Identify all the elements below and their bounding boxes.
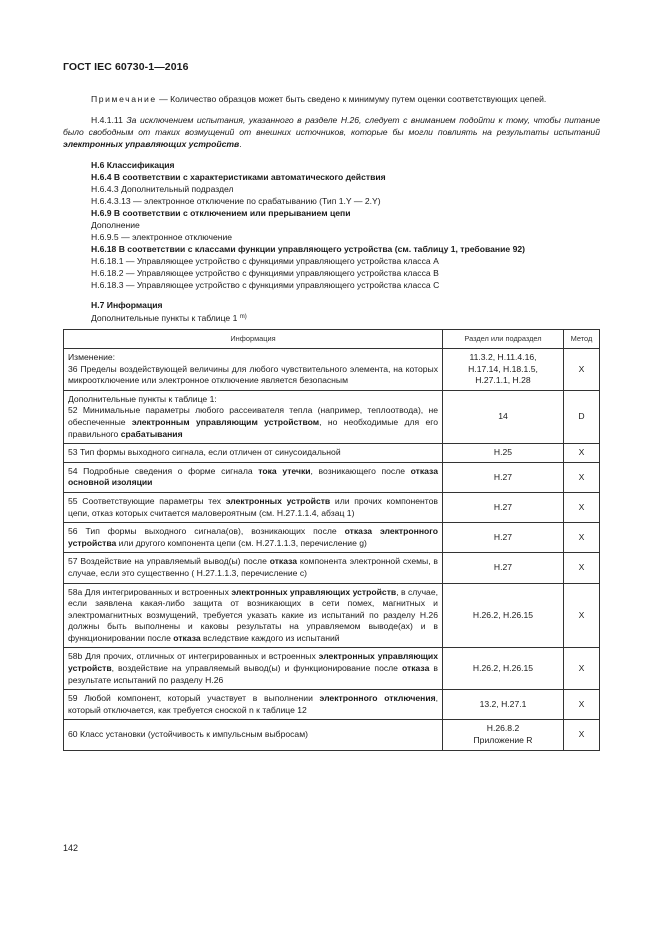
section-cell: H.27	[443, 492, 564, 522]
table-row	[64, 720, 600, 750]
section-cell: H.25	[443, 444, 564, 463]
table-row	[64, 690, 600, 720]
info-cell: 59 Любой компонент, который участвует в выполнении электронного отключения, который отключается, как требуется сноской n к таблице 12	[64, 690, 443, 720]
h6-line-5: Дополнение	[91, 220, 140, 230]
section-cell: 13.2, H.27.1	[443, 690, 564, 720]
info-cell: 58b Для прочих, отличных от интегрированных и встроенных электронных управляющих устройств, воздействие на управляемый вывод(ы) и функционирование после отказа в результате испытаний по разделу H.26	[64, 648, 443, 690]
method-cell: D	[564, 390, 600, 443]
section-h7-title: H.7 Информация	[91, 300, 163, 310]
table-row	[64, 648, 600, 690]
clause-h4111	[63, 114, 600, 150]
header-method: Метод	[564, 330, 600, 349]
h7-intro-footnote: m)	[239, 314, 247, 320]
method-cell: X	[564, 690, 600, 720]
h7-intro	[63, 311, 600, 324]
table-row	[64, 553, 600, 583]
method-cell: X	[564, 349, 600, 391]
h6-line-6: H.6.9.5 — электронное отключение	[91, 232, 233, 242]
h6-line-4: H.6.9 В соответствии с отключением или прерыванием цепи	[91, 208, 351, 218]
section-cell: 11.3.2, H.11.4.16, H.17.14, H.18.1.5, H.27.1.1, H.28	[443, 349, 564, 391]
table-row	[64, 523, 600, 553]
h6-line-1: H.6.4 В соответствии с характеристиками автоматического действия	[91, 172, 386, 182]
section-cell: 14	[443, 390, 564, 443]
page-content	[63, 93, 600, 751]
clause-end: .	[239, 139, 242, 149]
info-cell: 53 Тип формы выходного сигнала, если отличен от синусоидальной	[64, 444, 443, 463]
method-cell: X	[564, 492, 600, 522]
method-cell: X	[564, 553, 600, 583]
method-cell: X	[564, 720, 600, 750]
h7-intro-text: Дополнительные пункты к таблице 1	[91, 313, 238, 323]
table-row	[64, 349, 600, 391]
section-h6-title: H.6 Классификация	[91, 160, 175, 170]
info-cell: Дополнительные пункты к таблице 1: 52 Минимальные параметры любого рассеивателя тепла (например, теплоотвода), не обеспеченные электронным управляющим устройством, но необходимые для его правильного срабатывания	[64, 390, 443, 443]
clause-term: электронных управляющих устройств	[63, 139, 240, 149]
information-table	[63, 329, 600, 751]
h6-line-7: H.6.18 В соответствии с классами функции управляющего устройства (см. таблицу 1, требование 92)	[91, 244, 525, 254]
info-cell: Изменение: 36 Пределы воздействующей величины для любого чувствительного элемента, на которых микроотключение или электронное отключение является безопасным	[64, 349, 443, 391]
method-cell: X	[564, 462, 600, 492]
header-section: Раздел или подраздел	[443, 330, 564, 349]
method-cell: X	[564, 583, 600, 648]
note-label: Примечание	[91, 94, 157, 104]
table-row	[64, 462, 600, 492]
table-row	[64, 492, 600, 522]
h6-line-8: H.6.18.1 — Управляющее устройство с функциями управляющего устройства класса A	[91, 256, 439, 266]
table-row	[64, 390, 600, 443]
h6-line-3: H.6.4.3.13 — электронное отключение по срабатыванию (Тип 1.Y — 2.Y)	[91, 196, 381, 206]
section-cell: H.27	[443, 523, 564, 553]
section-cell: H.27	[443, 553, 564, 583]
section-cell: H.26.8.2 Приложение R	[443, 720, 564, 750]
h6-line-2: H.6.4.3 Дополнительный подраздел	[91, 184, 234, 194]
document-header: ГОСТ IEC 60730-1—2016	[63, 61, 189, 73]
h6-line-9: H.6.18.2 — Управляющее устройство с функциями управляющего устройства класса B	[91, 268, 439, 278]
clause-number: H.4.1.11	[91, 115, 127, 125]
section-cell: H.26.2, H.26.15	[443, 583, 564, 648]
info-cell: 60 Класс установки (устойчивость к импульсным выбросам)	[64, 720, 443, 750]
info-cell: 55 Соответствующие параметры тех электронных устройств или прочих компонентов цепи, отказ которых считается маловероятным (см. H.27.1.1.4, абзац 1)	[64, 492, 443, 522]
info-cell: 56 Тип формы выходного сигнала(ов), возникающих после отказа электронного устройства или другого компонента цепи (см. H.27.1.1.3, перечисление g)	[64, 523, 443, 553]
header-info: Информация	[64, 330, 443, 349]
table-row	[64, 444, 600, 463]
note-paragraph	[63, 93, 600, 105]
info-cell: 54 Подробные сведения о форме сигнала тока утечки, возникающего после отказа основной изоляции	[64, 462, 443, 492]
h6-line-10: H.6.18.3 — Управляющее устройство с функциями управляющего устройства класса C	[91, 280, 440, 290]
page-number: 142	[63, 843, 79, 853]
method-cell: X	[564, 444, 600, 463]
info-cell: 57 Воздействие на управляемый вывод(ы) после отказа компонента электронной схемы, в случае, если это существенно ( H.27.1.1.3, перечисление c)	[64, 553, 443, 583]
table-row	[64, 583, 600, 648]
clause-text: За исключением испытания, указанного в разделе H.26, следует с вниманием подойти к тому, чтобы питание было свободным от таких возмущений от внешних источников, которые бы могли повлиять на результаты испытаний	[63, 115, 600, 137]
method-cell: X	[564, 648, 600, 690]
section-cell: H.26.2, H.26.15	[443, 648, 564, 690]
method-cell: X	[564, 523, 600, 553]
table-header-row	[64, 330, 600, 349]
note-text: — Количество образцов может быть сведено к минимуму путем оценки соответствующих цепей.	[156, 94, 547, 104]
section-cell: H.27	[443, 462, 564, 492]
info-cell: 58a Для интегрированных и встроенных электронных управляющих устройств, в случае, если заявлена какая-либо защита от возникающих в сети помех, магнитных и электромагнитных возмущений, требуется указать какие из испытаний по разделу H.26 должны быть выполнены и каковы результаты на управляемом выводе(ах) и в функционировании после отказа вследствие каждого из испытаний	[64, 583, 443, 648]
